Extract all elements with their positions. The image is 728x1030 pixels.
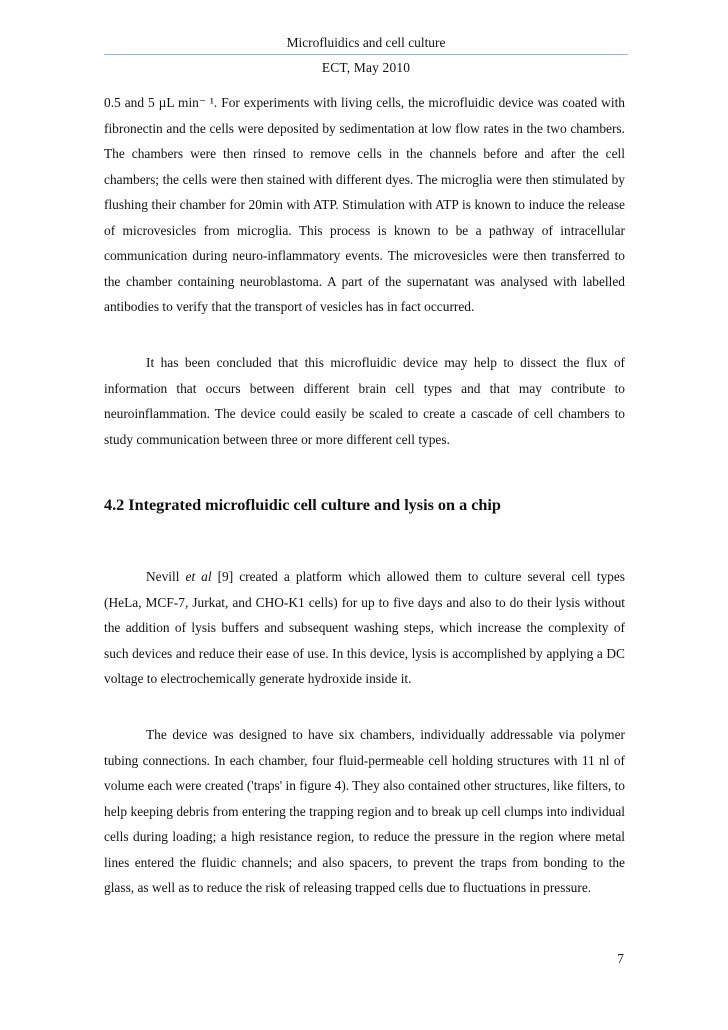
- running-header: [104, 34, 628, 76]
- header-title: Microfluidics and cell culture: [286, 35, 446, 50]
- citation-author: Nevill: [146, 569, 180, 584]
- paragraph-4-text: The device was designed to have six chambers, individually addressable via polymer tubing connections. In each chamber, four fluid-permeable cell holding structures with 11 nl of volume each were created ('traps' in figure 4). They also contained other structures, like filters, to help keeping debris from entering the trapping region and to break up cell clumps into individual cells during loading; a high resistance region, to reduce the pressure in the region where metal lines entered the fluidic channels; and also spacers, to prevent the traps from bonding to the glass, as well as to reduce the risk of releasing trapped cells due to fluctuations in pressure.: [104, 727, 625, 895]
- paragraph-3: [104, 564, 625, 692]
- section-heading: 4.2 Integrated microfluidic cell culture and lysis on a chip: [104, 496, 501, 514]
- header-divider: [104, 54, 628, 55]
- citation-etal: et al: [185, 569, 212, 584]
- page-number: 7: [617, 951, 624, 966]
- paragraph-continued: [104, 90, 625, 320]
- paragraph-nevill: [104, 564, 625, 692]
- paragraph-3-text: [9] created a platform which allowed them to culture several cell types (HeLa, MCF-7, Jurkat, and CHO-K1 cells) for up to five days and also to do their lysis without the addition of lysis buffers and subsequent washing steps, which increase the complexity of such devices and reduce their ease of use. In this device, lysis is accomplished by applying a DC voltage to electrochemically generate hydroxide inside it.: [104, 569, 625, 686]
- paragraph-device-design: [104, 722, 625, 901]
- paragraph-2-text: It has been concluded that this microfluidic device may help to dissect the flux of information that occurs between different brain cell types and that may contribute to neuroinflammation. The device could easily be scaled to create a cascade of cell chambers to study communication between three or more different cell types.: [104, 355, 625, 447]
- header-subtitle: ECT, May 2010: [321, 60, 411, 75]
- paragraph-conclusion: [104, 350, 625, 452]
- paragraph-1-text: 0.5 and 5 µL min⁻ ¹. For experiments with living cells, the microfluidic device was coated with fibronectin and the cells were deposited by sedimentation at low flow rates in the two chambers. The chambers were then rinsed to remove cells in the channels before and after the cell chambers; the cells were then stained with different dyes. The microglia were then stimulated by flushing their chamber for 20min with ATP. Stimulation with ATP is known to induce the release of microvesicles from microglia. This process is known to be a pathway of intracellular communication during neuro-inflammatory events. The microvesicles were then transferred to the chamber containing neuroblastoma. A part of the supernatant was analysed with labelled antibodies to verify that the transport of vesicles has in fact occurred.: [104, 95, 625, 314]
